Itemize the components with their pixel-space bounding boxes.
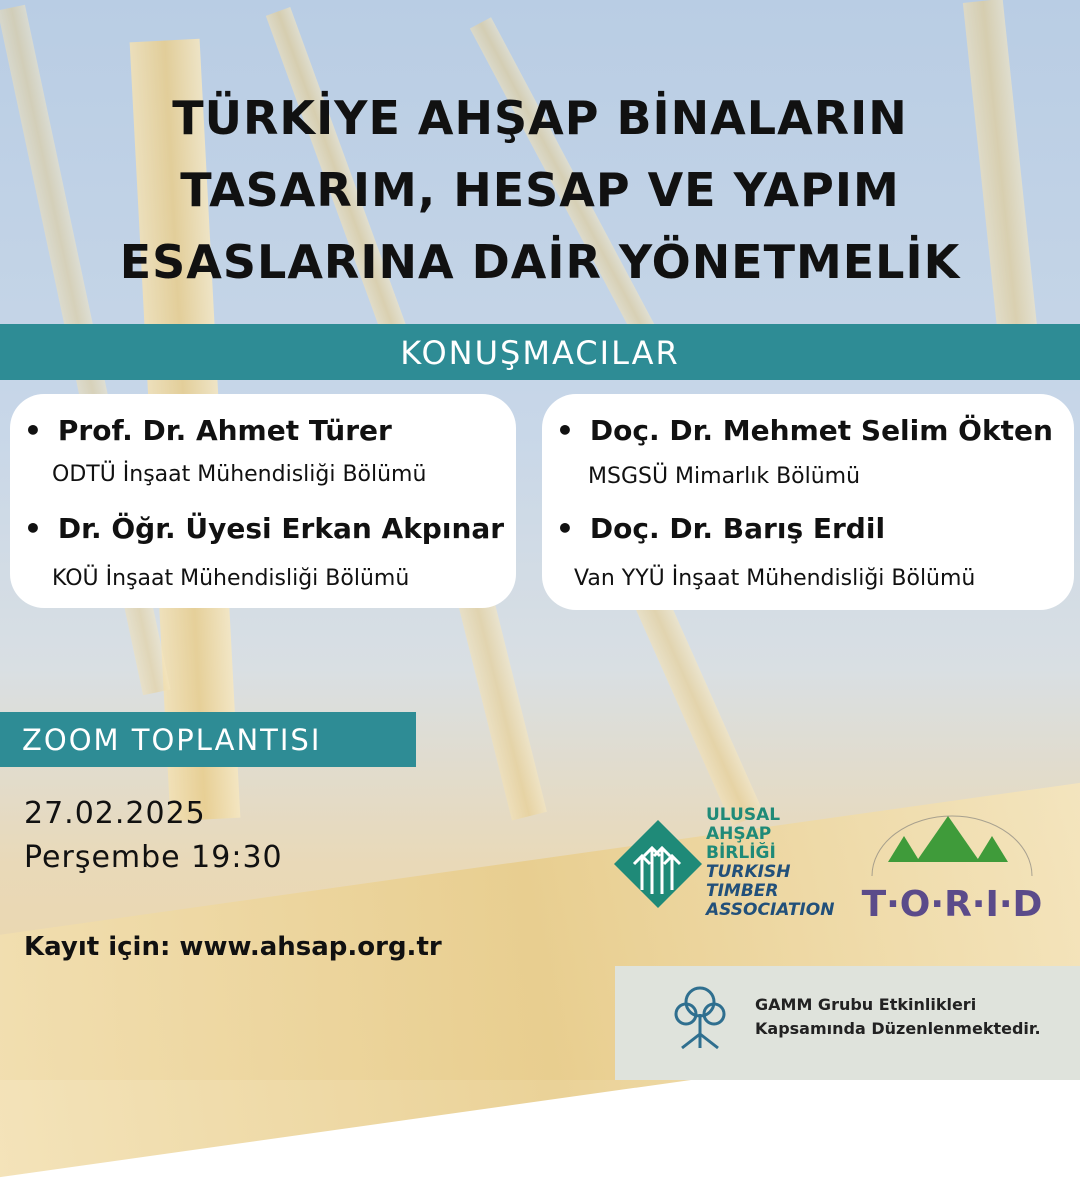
event-date: 27.02.2025	[24, 796, 206, 831]
registration-link[interactable]: Kayıt için: www.ahsap.org.tr	[24, 932, 442, 962]
torid-logo-icon	[852, 806, 1052, 924]
bullet-icon: •	[24, 512, 42, 545]
gamm-text: GAMM Grubu Etkinlikleri Kapsamında Düzenlenmektedir.	[755, 995, 1041, 1038]
speaker-name-4: • Doç. Dr. Barış Erdil	[556, 512, 886, 545]
speaker-dept-1: ODTÜ İnşaat Mühendisliği Bölümü	[52, 462, 427, 487]
event-day-time: Perşembe 19:30	[24, 840, 283, 875]
uab-logo-icon	[612, 818, 704, 910]
bullet-icon: •	[556, 414, 574, 447]
speakers-heading: KONUŞMACILAR	[0, 324, 1080, 380]
bullet-icon: •	[556, 512, 574, 545]
speaker-name-3: • Doç. Dr. Mehmet Selim Ökten	[556, 414, 1053, 447]
tree-people-icon	[668, 984, 732, 1056]
speaker-dept-2: KOÜ İnşaat Mühendisliği Bölümü	[52, 566, 410, 591]
speaker-name-2: • Dr. Öğr. Üyesi Erkan Akpınar	[24, 512, 505, 545]
uab-logo-text: ULUSAL AHŞAP BİRLİĞİ TURKISH TIMBER ASSOCIATION	[706, 805, 835, 920]
torid-logo-name: T·O·R·I·D	[861, 884, 1043, 924]
title-line-3: ESASLARINA DAİR YÖNETMELİK	[119, 235, 961, 289]
speaker-name-1: • Prof. Dr. Ahmet Türer	[24, 414, 392, 447]
title-line-2: TASARIM, HESAP VE YAPIM	[180, 163, 900, 217]
title-line-1: TÜRKİYE AHŞAP BİNALARIN	[172, 91, 908, 145]
speaker-dept-3: MSGSÜ Mimarlık Bölümü	[588, 464, 861, 489]
speaker-dept-4: Van YYÜ İnşaat Mühendisliği Bölümü	[574, 566, 976, 591]
event-type-banner: ZOOM TOPLANTISI	[0, 712, 416, 767]
page-title	[0, 82, 1080, 298]
bullet-icon: •	[24, 414, 42, 447]
